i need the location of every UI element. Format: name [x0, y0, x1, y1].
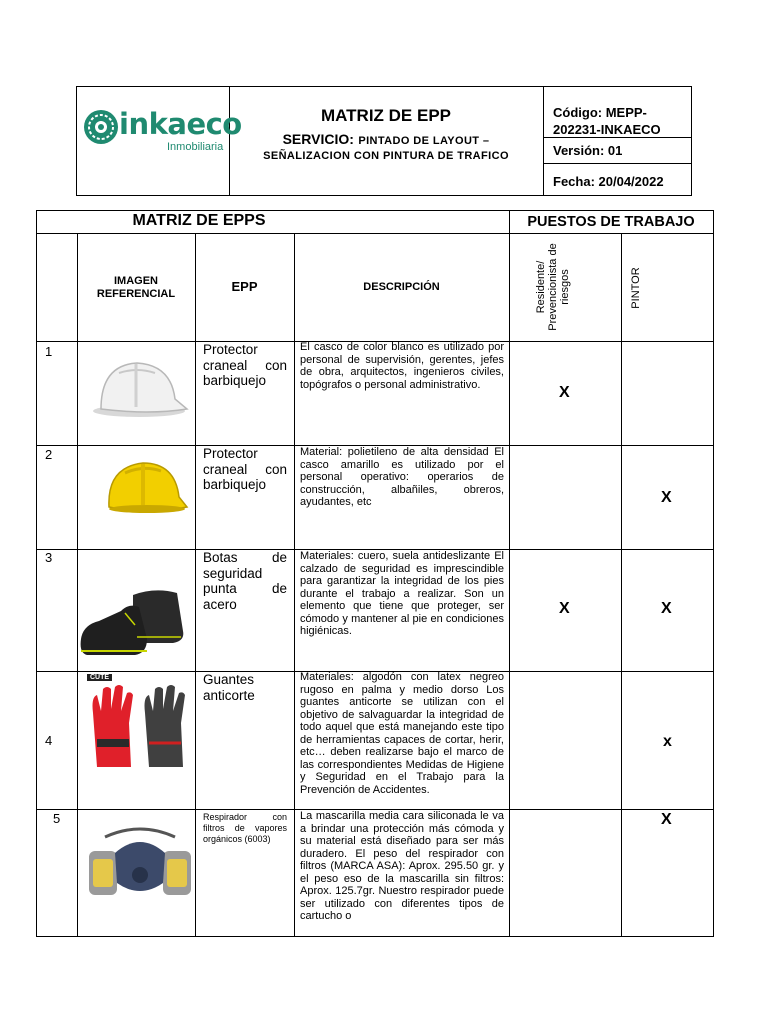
service-label: SERVICIO:	[282, 131, 354, 147]
service-value-2: SEÑALIZACION CON PINTURA DE TRAFICO	[263, 150, 509, 162]
epp-name: Respirador con filtros de vapores orgánicos (6003)	[203, 812, 287, 844]
mark-residente: X	[559, 384, 570, 401]
document-code-2: 202231-INKAECO	[553, 122, 661, 137]
epp-name: Botas de seguridad punta de acero	[203, 550, 287, 612]
mark-residente: X	[559, 600, 570, 617]
epp-description: El casco de color blanco es utilizado por personal de supervisión, gerentes, jefes de obra, arquitectos, ingenieros civiles, topógrafos o personal administrativo.	[300, 341, 504, 391]
positions-title: PUESTOS DE TRABAJO	[527, 214, 695, 230]
row-number: 2	[45, 447, 53, 462]
row-number: 4	[45, 733, 53, 748]
epp-matrix-table	[36, 210, 714, 937]
document-code-1: Código: MEPP-	[553, 105, 647, 120]
row-number: 5	[53, 811, 61, 826]
epp-name: Protector craneal con barbiquejo	[203, 342, 287, 388]
safety-boots-icon	[77, 581, 189, 667]
col-header-role-pintor: PINTOR	[630, 267, 642, 309]
logo-subtitle: Inmobiliaria	[167, 141, 224, 153]
matrix-title: MATRIZ DE EPPS	[132, 212, 266, 229]
glove-brand-label: CUTE	[87, 674, 112, 681]
white-helmet-icon	[89, 353, 189, 423]
row-number: 3	[45, 550, 53, 565]
document-header	[76, 86, 692, 196]
document-version: Versión: 01	[553, 143, 623, 158]
col-header-role-residente: Residente/ Prevencionista de riesgos	[535, 243, 571, 331]
service-value-1: PINTADO DE LAYOUT –	[358, 135, 490, 147]
col-header-description: DESCRIPCIÓN	[363, 281, 440, 293]
col-header-image: IMAGEN REFERENCIAL	[96, 275, 176, 300]
mark-pintor: X	[661, 811, 672, 828]
col-header-epp: EPP	[231, 279, 258, 294]
logo-name: inkaeco	[119, 107, 242, 141]
mark-pintor: X	[661, 600, 672, 617]
yellow-helmet-icon	[103, 457, 189, 523]
document-title: MATRIZ DE EPP	[320, 106, 452, 125]
epp-name: Guantes anticorte	[203, 672, 255, 703]
document-date: Fecha: 20/04/2022	[553, 174, 664, 189]
mark-pintor: x	[663, 733, 672, 750]
epp-description: Materiales: cuero, suela antideslizante El calzado de seguridad es imprescindible para garantizar la integridad de los pies durante el trabajo a realizar. Son un elemento que tiene que proteger, ser cómodo y mantener al pie en condiciones higiénicas.	[300, 550, 504, 637]
row-number: 1	[45, 344, 53, 359]
epp-name: Protector craneal con barbiquejo	[203, 446, 287, 492]
respirator-icon	[85, 823, 195, 905]
cut-gloves-icon	[87, 683, 191, 771]
epp-description: La mascarilla media cara siliconada le va a brindar una protección más cómoda y su material está diseñado para ser más duradero. El peso del respirador con filtros (MARCA ASA): Aprox. 295.50 gr. y el peso eso de la mascarilla sin filtros: Aprox. 125.7gr. Nuestro respirador puede ser utilizado con diferentes tipos de cartucho o	[300, 810, 504, 922]
company-logo	[81, 107, 242, 155]
logo-emblem-icon	[83, 109, 119, 145]
epp-description: Materiales: algodón con latex negreo rugoso en palma y medio dorso Los guantes anticorte se utilizan con el objetivo de salvaguardar la integridad de todo aquel que está manejando este tipo de herramientas capaces de cortar, herir, etc… deben realizarse bajo el marco de las correspondientes Medidas de Higiene y Seguridad en el Trabajo para la Prevención de Accidentes.	[300, 671, 504, 796]
mark-pintor: X	[661, 489, 672, 506]
service-line	[229, 131, 543, 149]
epp-description: Material: polietileno de alta densidad El casco amarillo es utilizado por el personal operativo: operarios de construcción, albañiles, obreros, ayudantes, etc	[300, 446, 504, 508]
